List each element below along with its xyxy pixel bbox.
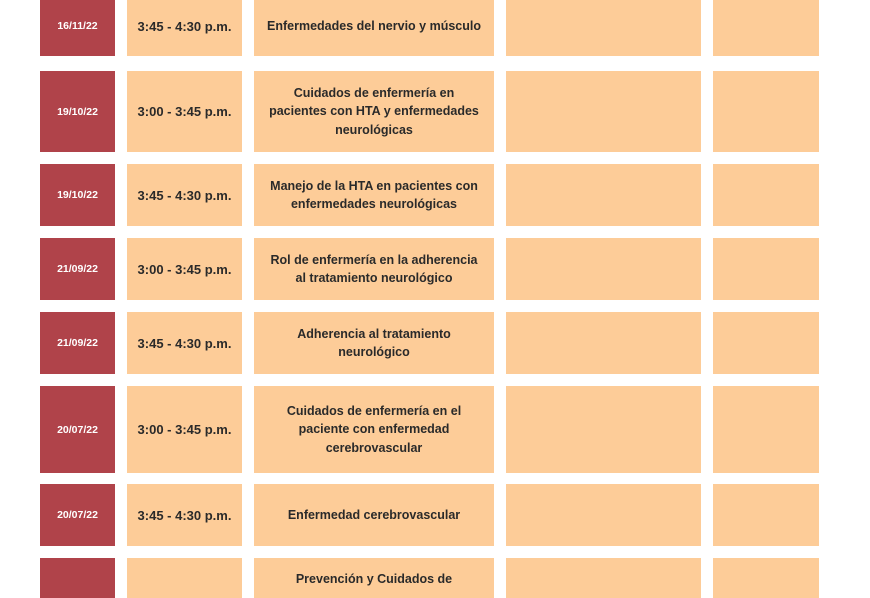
session-date: 16/11/22 [40, 0, 115, 56]
empty-cell [713, 484, 819, 546]
session-date: 20/07/22 [40, 484, 115, 546]
empty-cell [713, 71, 819, 152]
session-topic: Enfermedades del nervio y músculo [254, 0, 494, 56]
session-date: 19/10/22 [40, 71, 115, 152]
session-date: 20/07/22 [40, 386, 115, 473]
schedule-row [0, 238, 870, 300]
empty-cell [713, 238, 819, 300]
empty-cell [713, 386, 819, 473]
session-topic: Manejo de la HTA en pacientes con enfermedades neurológicas [254, 164, 494, 226]
empty-cell [506, 164, 701, 226]
session-time: 3:45 - 4:30 p.m. [127, 312, 242, 374]
empty-cell [506, 386, 701, 473]
session-topic: Cuidados de enfermería en pacientes con HTA y enfermedades neurológicas [254, 71, 494, 152]
empty-cell [506, 312, 701, 374]
empty-cell [506, 484, 701, 546]
empty-cell [713, 0, 819, 56]
empty-cell [713, 558, 819, 598]
session-time: 3:45 - 4:30 p.m. [127, 484, 242, 546]
session-topic: Adherencia al tratamiento neurológico [254, 312, 494, 374]
session-topic: Cuidados de enfermería en el paciente con enfermedad cerebrovascular [254, 386, 494, 473]
session-time: 3:45 - 4:30 p.m. [127, 0, 242, 56]
session-time: 3:00 - 3:45 p.m. [127, 238, 242, 300]
schedule-row [0, 71, 870, 152]
session-time: 3:00 - 3:45 p.m. [127, 71, 242, 152]
empty-cell [506, 558, 701, 598]
session-date: 19/10/22 [40, 164, 115, 226]
session-topic: Rol de enfermería en la adherencia al tratamiento neurológico [254, 238, 494, 300]
session-date: 21/09/22 [40, 312, 115, 374]
session-date [40, 558, 115, 598]
schedule-row [0, 386, 870, 473]
schedule-row [0, 164, 870, 226]
empty-cell [506, 238, 701, 300]
empty-cell [506, 0, 701, 56]
schedule-row [0, 484, 870, 546]
schedule-row [0, 0, 870, 56]
schedule-row [0, 558, 870, 598]
empty-cell [506, 71, 701, 152]
empty-cell [713, 312, 819, 374]
session-time [127, 558, 242, 598]
session-date: 21/09/22 [40, 238, 115, 300]
empty-cell [713, 164, 819, 226]
session-topic: Prevención y Cuidados de [254, 558, 494, 598]
schedule-row [0, 312, 870, 374]
session-time: 3:00 - 3:45 p.m. [127, 386, 242, 473]
session-topic: Enfermedad cerebrovascular [254, 484, 494, 546]
session-time: 3:45 - 4:30 p.m. [127, 164, 242, 226]
